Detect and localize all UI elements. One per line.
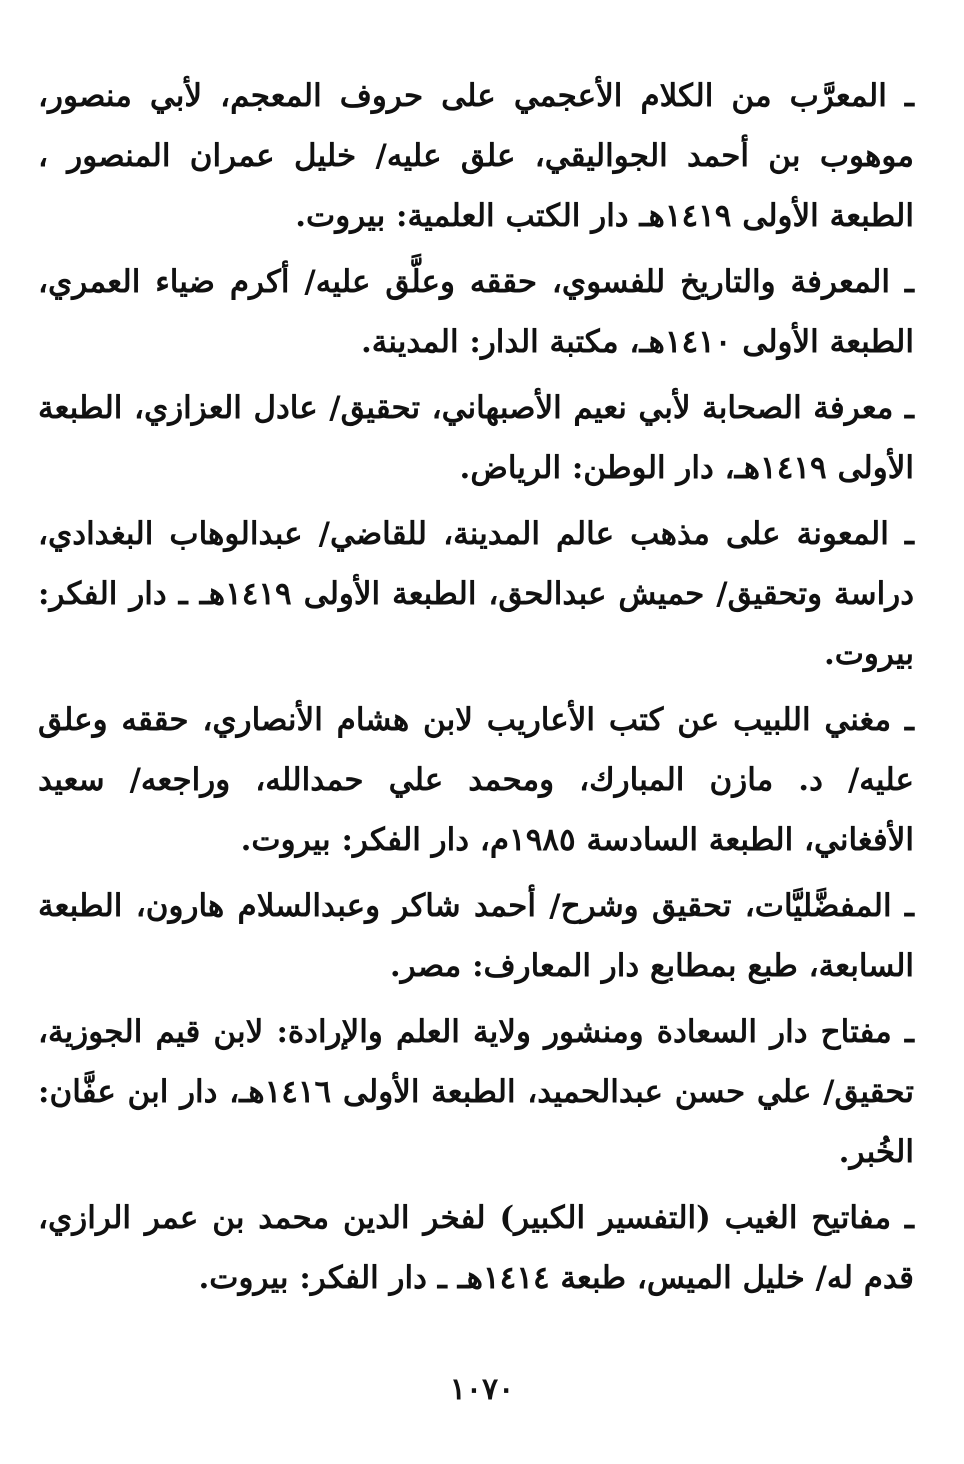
bibliography-entry-8: ـ مفاتيح الغيب (التفسير الكبير) لفخر الدين محمد بن عمر الرازي، قدم له/ خليل الميس، طبعة ١٤١٤هـ ـ دار الفكر: بيروت. bbox=[38, 1200, 914, 1296]
bibliography-entry-3: ـ معرفة الصحابة لأبي نعيم الأصبهاني، تحقيق/ عادل العزازي، الطبعة الأولى ١٤١٩هـ، دار الوطن: الرياض. bbox=[38, 390, 914, 486]
bibliography-entry-2: ـ المعرفة والتاريخ للفسوي، حققه وعلَّق عليه/ أكرم ضياء العمري، الطبعة الأولى ١٤١٠هـ، مكتبة الدار: المدينة. bbox=[38, 264, 914, 360]
bibliography-entry-7: ـ مفتاح دار السعادة ومنشور ولاية العلم والإرادة: لابن قيم الجوزية، تحقيق/ علي حسن عبدالحميد، الطبعة الأولى ١٤١٦هـ، دار ابن عفَّان: الخُبر. bbox=[38, 1014, 914, 1170]
bibliography-page bbox=[38, 66, 914, 1314]
bibliography-entry-6: ـ المفضَّليَّات، تحقيق وشرح/ أحمد شاكر وعبدالسلام هارون، الطبعة السابعة، طبع بمطابع دار المعارف: مصر. bbox=[38, 888, 914, 984]
bibliography-entry-1: ـ المعرَّب من الكلام الأعجمي على حروف المعجم، لأبي منصور، موهوب بن أحمد الجواليقي، علق عليه/ خليل عمران المنصور ، الطبعة الأولى ١٤١٩هـ دار الكتب العلمية: بيروت. bbox=[38, 78, 914, 234]
bibliography-entry-4: ـ المعونة على مذهب عالم المدينة، للقاضي/ عبدالوهاب البغدادي، دراسة وتحقيق/ حميش عبدالحق، الطبعة الأولى ١٤١٩هـ ـ دار الفكر: بيروت. bbox=[38, 516, 914, 672]
bibliography-entry-5: ـ مغني اللبيب عن كتب الأعاريب لابن هشام الأنصاري، حققه وعلق عليه/ د. مازن المبارك، ومحمد علي حمدالله، وراجعه/ سعيد الأفغاني، الطبعة السادسة ١٩٨٥م، دار الفكر: بيروت. bbox=[38, 702, 914, 858]
page-number: ١٠٧٠ bbox=[449, 1372, 515, 1407]
